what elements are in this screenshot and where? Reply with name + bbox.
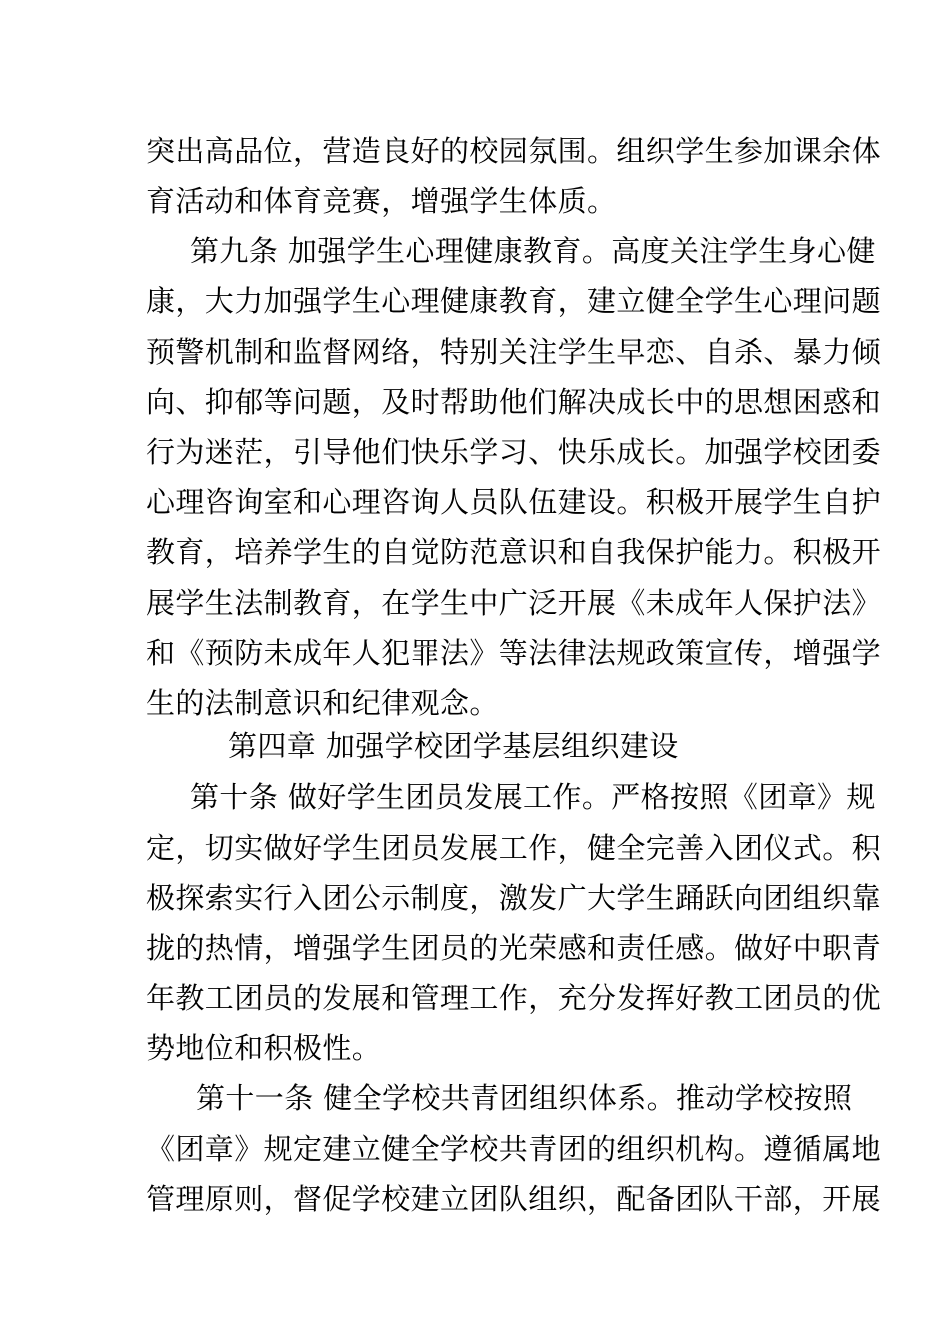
text-line-10: 展学生法制教育，在学生中广泛开展《未成年人保护法》 (146, 586, 882, 620)
text-line-7: 行为迷茫，引导他们快乐学习、快乐成长。加强学校团委 (146, 435, 882, 469)
article-9-heading-line: 第九条 加强学生心理健康教育。高度关注学生身心健 (190, 234, 876, 268)
text-line-21: 《团章》规定建立健全学校共青团的组织机构。遵循属地 (146, 1132, 882, 1166)
text-line-6: 向、抑郁等问题，及时帮助他们解决成长中的思想困惑和 (146, 385, 882, 419)
chapter-4-heading: 第四章 加强学校团学基层组织建设 (228, 729, 679, 763)
article-11-heading-line: 第十一条 健全学校共青团组织体系。推动学校按照 (196, 1081, 853, 1115)
text-line-17: 拢的热情，增强学生团员的光荣感和责任感。做好中职青 (146, 931, 882, 965)
text-line-16: 极探索实行入团公示制度，激发广大学生踊跃向团组织靠 (146, 881, 882, 915)
text-line-15: 定，切实做好学生团员发展工作，健全完善入团仪式。积 (146, 831, 882, 865)
text-line-22: 管理原则，督促学校建立团队组织，配备团队干部，开展 (146, 1182, 882, 1216)
text-line-1: 突出高品位，营造良好的校园氛围。组织学生参加课余体 (146, 134, 882, 168)
text-line-4: 康，大力加强学生心理健康教育，建立健全学生心理问题 (146, 284, 882, 318)
text-line-11: 和《预防未成年人犯罪法》等法律法规政策宣传，增强学 (146, 636, 882, 670)
article-10-heading-line: 第十条 做好学生团员发展工作。严格按照《团章》规 (190, 780, 876, 814)
text-line-12: 生的法制意识和纪律观念。 (146, 686, 499, 720)
text-line-19: 势地位和积极性。 (146, 1031, 382, 1065)
text-line-2: 育活动和体育竞赛，增强学生体质。 (146, 184, 617, 218)
text-line-18: 年教工团员的发展和管理工作，充分发挥好教工团员的优 (146, 981, 882, 1015)
text-line-5: 预警机制和监督网络，特别关注学生早恋、自杀、暴力倾 (146, 335, 882, 369)
text-line-9: 教育，培养学生的自觉防范意识和自我保护能力。积极开 (146, 535, 882, 569)
text-line-8: 心理咨询室和心理咨询人员队伍建设。积极开展学生自护 (146, 485, 882, 519)
